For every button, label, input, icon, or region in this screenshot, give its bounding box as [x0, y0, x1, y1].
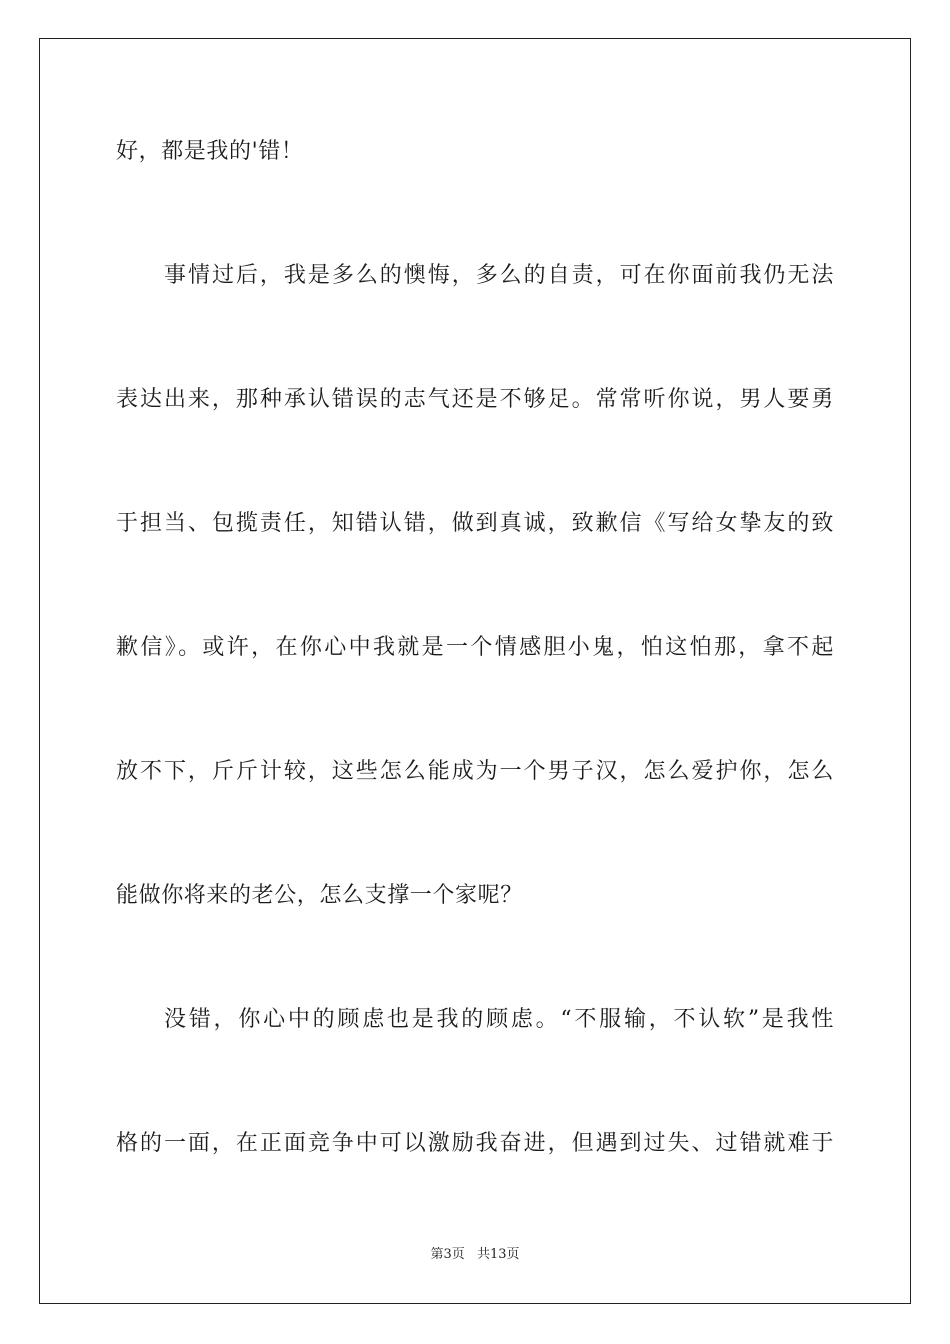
page-total: 共13页: [476, 1247, 520, 1262]
paragraph-line: 表达出来，那种承认错误的志气还是不够足。常常听你说，男人要勇: [116, 387, 834, 412]
paragraph-line: 能做你将来的老公，怎么支撑一个家呢？: [116, 883, 523, 908]
paragraph-line: 没错，你心中的顾虑也是我的顾虑。“不服输，不认软”是我性: [164, 1007, 834, 1032]
page-footer: [0, 1246, 950, 1264]
page-frame: [39, 38, 911, 1304]
paragraph-line: 事情过后，我是多么的懊悔，多么的自责，可在你面前我仍无法: [164, 263, 834, 288]
paragraph-line: 歉信》。或许，在你心中我就是一个情感胆小鬼，怕这怕那，拿不起: [116, 635, 834, 660]
paragraph-line: 于担当、包揽责任，知错认错，做到真诚，致歉信《写给女挚友的致: [116, 511, 834, 536]
page-number: 第3页: [430, 1247, 465, 1262]
paragraph-line: 格的一面，在正面竞争中可以激励我奋进，但遇到过失、过错就难于: [116, 1131, 834, 1156]
paragraph-line: 好，都是我的'错！: [116, 139, 304, 164]
paragraph-line: 放不下，斤斤计较，这些怎么能成为一个男子汉，怎么爱护你，怎么: [116, 759, 834, 784]
